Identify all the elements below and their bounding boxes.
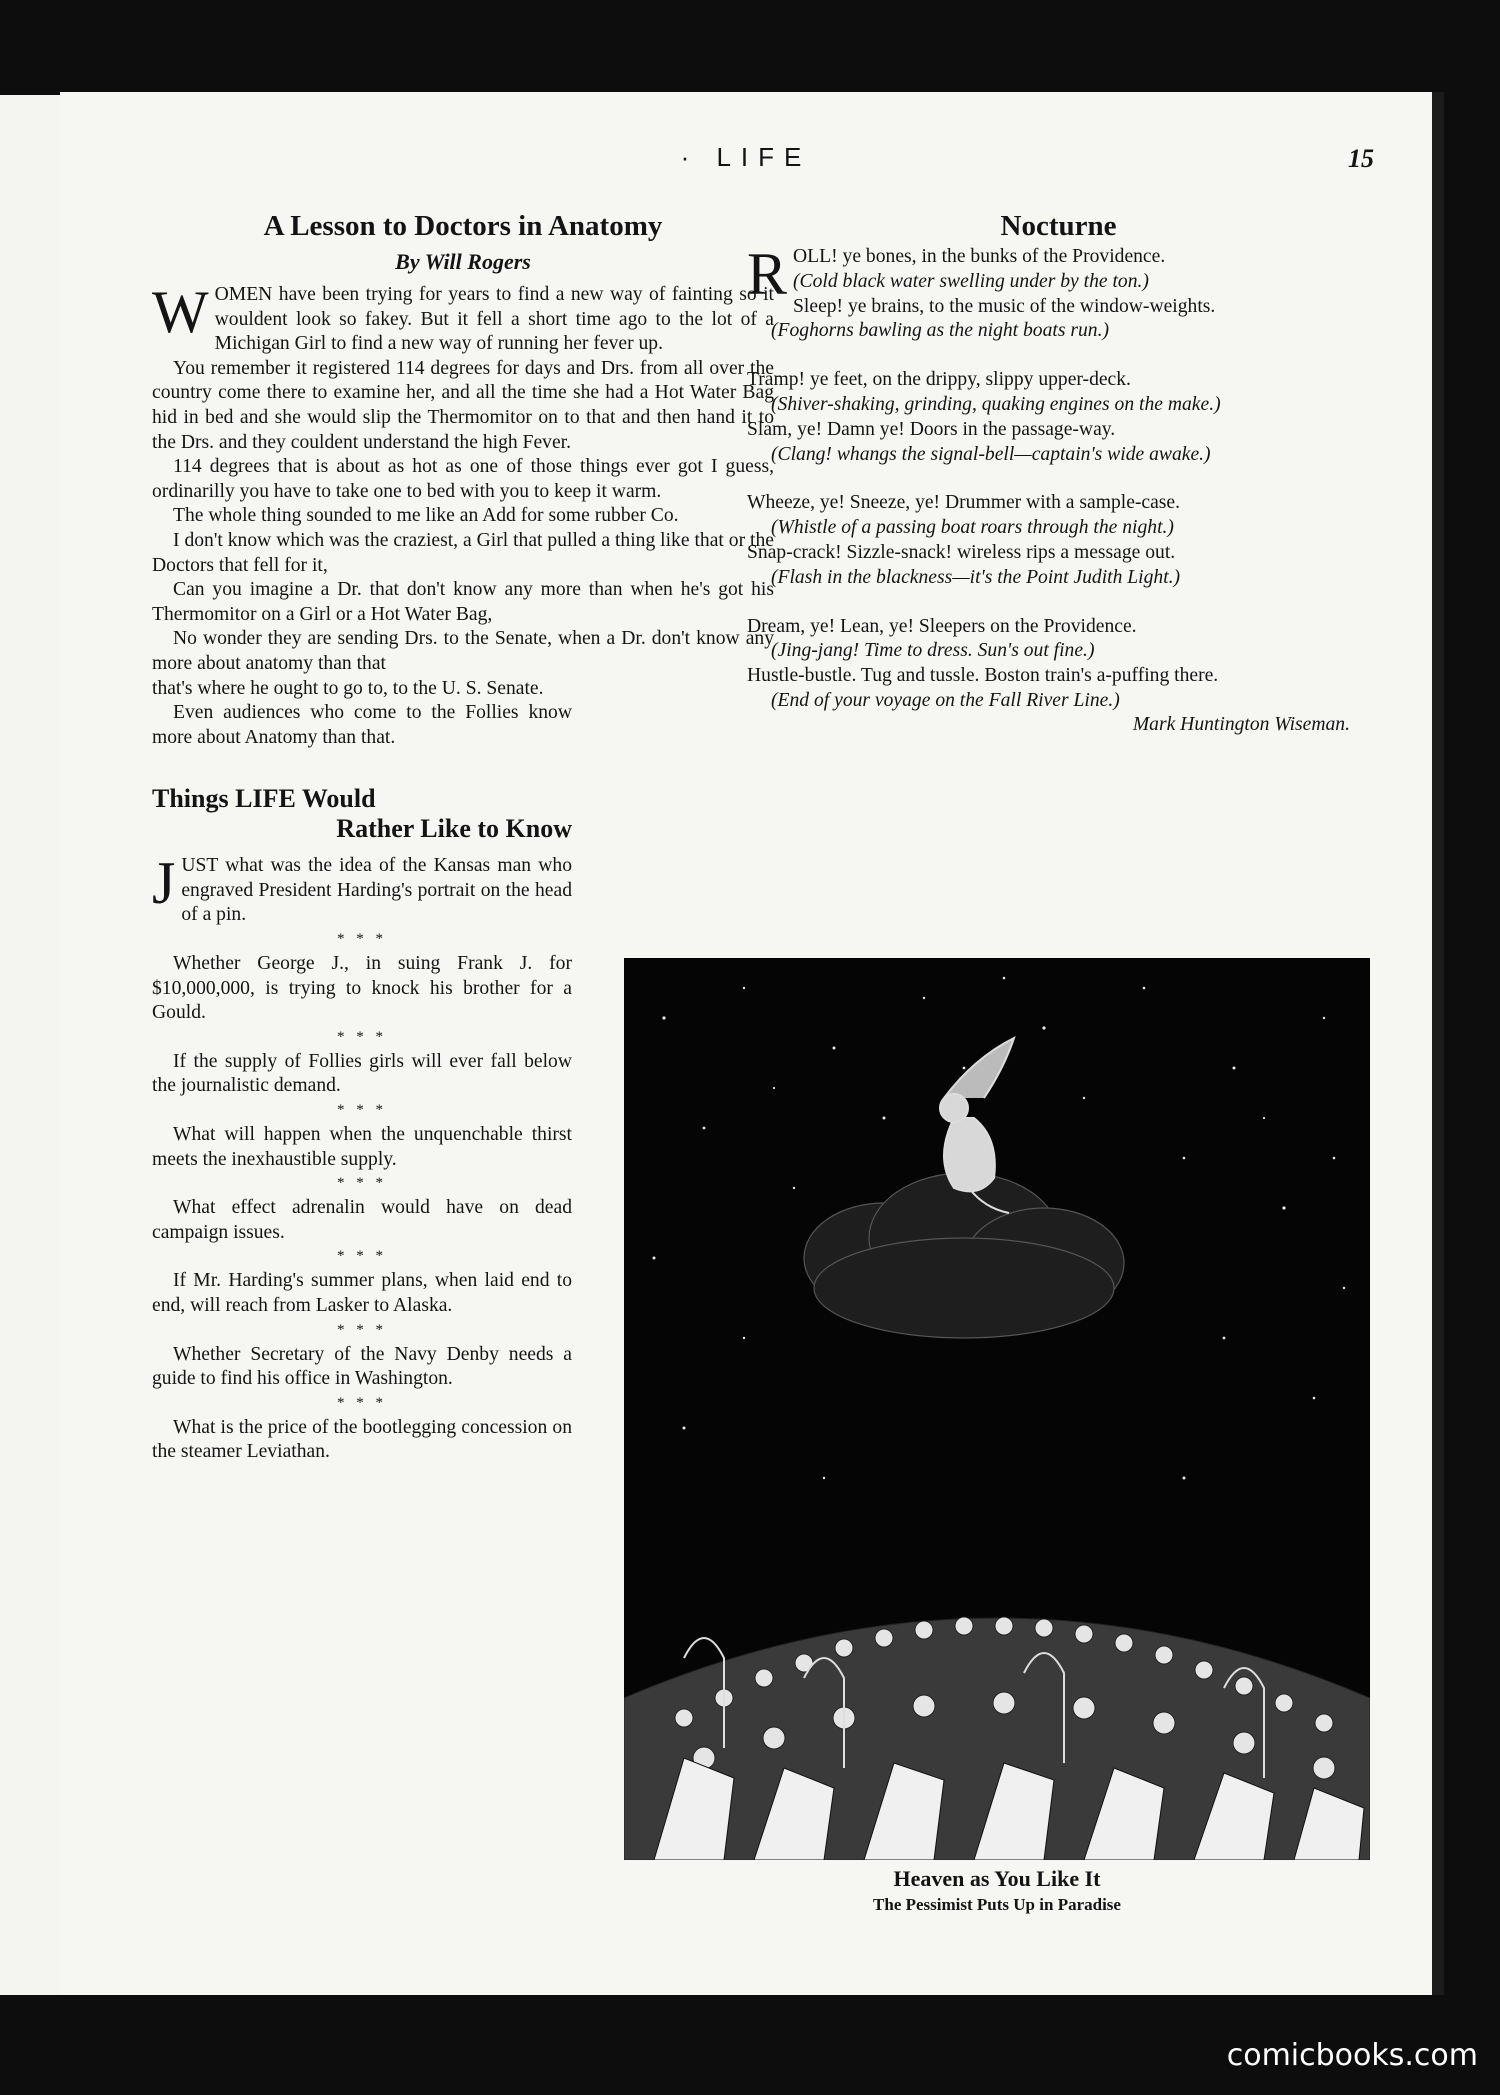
article-paragraph: Can you imagine a Dr. that don't know any more than when he's got his Thermomitor on a Girl or a Hot Water Bag, [152,579,774,625]
poem-line: (Clang! whangs the signal-bell—captain's wide awake.) [771,443,1211,465]
list-item: Whether Secretary of the Navy Denby needs a guide to find his office in Washington. [152,1343,572,1390]
site-watermark: comicbooks.com [1226,2038,1478,2073]
poem-line: Hustle-bustle. Tug and tussle. Boston train's a-puffing there. [747,665,1219,687]
list-item: Whether George J., in suing Frank J. for $10,000,000, is trying to knock his brother for a Gould. [152,953,572,1024]
poem-line: Tramp! ye feet, on the drippy, slippy upper-deck. [747,369,1131,391]
narrow-text-block [152,677,572,1465]
article-paragraph: Even audiences who come to the Follies know more about Anatomy than that. [152,702,572,748]
separator: * * * [337,931,387,948]
poem-line: Wheeze, ye! Sneeze, ye! Drummer with a sample-case. [747,492,1181,514]
illustration-caption-title: Heaven as You Like It [893,1866,1101,1891]
right-page-edge [1432,92,1444,1995]
poem-line: (Foghorns bawling as the night boats run.) [771,320,1110,342]
separator: * * * [337,1248,387,1265]
section-title: Things LIFE Would Rather Like to Know [152,784,572,844]
poem-line: Slam, ye! Damn ye! Doors in the passage-way. [747,418,1116,440]
article-paragraph: No wonder they are sending Drs. to the Senate, when a Dr. don't know any more about anatomy than that [152,628,774,674]
article-byline: By Will Rogers [395,249,531,274]
article-paragraph: The whole thing sounded to me like an Add for some rubber Co. [173,505,679,527]
illustration [624,958,1370,1860]
poem-line: (End of your voyage on the Fall River Line.) [771,689,1120,711]
article-paragraph: WOMEN have been trying for years to find a new way of fainting so it wouldent look so fakey. But it fell a short time ago to the lot of a Michigan Girl to find a new way of running her fever up. [152,279,774,355]
separator: * * * [337,1394,387,1411]
article-paragraph: I don't know which was the craziest, a Girl that pulled a thing like that or the Doctors that fell for it, [152,529,774,576]
drop-cap: J [152,850,176,917]
poem-signature: Mark Huntington Wiseman. [1132,713,1350,735]
poem-line: Sleep! ye brains, to the music of the window-weights. [793,295,1216,317]
magazine-page [60,92,1432,1995]
illustration-caption-subtitle: The Pessimist Puts Up in Paradise [873,1895,1121,1914]
heaven-illustration [624,958,1370,1860]
poem-line: (Jing-jang! Time to dress. Sun's out fine.) [771,640,1095,662]
separator: * * * [337,1102,387,1119]
article-paragraph: 114 degrees that is about as hot as one of those things ever got I guess, ordinarilly you have to take one to bed with you to keep it warm. [152,456,774,502]
list-item: What effect adrenalin would have on dead campaign issues. [152,1197,572,1243]
article-title: A Lesson to Doctors in Anatomy [263,210,663,242]
list-item: If the supply of Follies girls will ever fall below the journalistic demand. [152,1050,572,1097]
separator: * * * [337,1175,387,1192]
poem-line: (Flash in the blackness—it's the Point Judith Light.) [771,566,1181,588]
poem-line: (Shiver-shaking, grinding, quaking engines on the make.) [771,393,1221,415]
poem-line: Dream, ye! Lean, ye! Sleepers on the Providence. [747,615,1137,637]
list-item: What is the price of the bootlegging concession on the steamer Leviathan. [152,1416,572,1463]
list-item: JUST what was the idea of the Kansas man who engraved President Harding's portrait on the head of a pin. [152,850,572,926]
poem-line: (Whistle of a passing boat roars through the night.) [771,517,1174,539]
magazine-title: · LIFE [680,142,812,172]
list-item: If Mr. Harding's summer plans, when laid end to end, will reach from Lasker to Alaska. [152,1270,572,1316]
separator: * * * [337,1028,387,1045]
article-paragraph: You remember it registered 114 degrees for days and Drs. from all over the country come there to examine her, and all the time she had a Hot Water Bag hid in bed and she would slip the Thermomitor on to that and then hand it to the Drs. and they couldent understand the high Fever. [152,357,774,453]
page-number: 15 [1348,144,1374,173]
poem-title: Nocturne [1000,210,1117,242]
article-paragraph: that's where he ought to go to, to the U. S. Senate. [152,677,544,699]
list-item: What will happen when the unquenchable thirst meets the inexhaustible supply. [152,1124,572,1170]
poem-line: (Cold black water swelling under by the ton.) [793,270,1149,292]
poem-line: ROLL! ye bones, in the bunks of the Providence. [747,241,1166,307]
drop-cap: W [152,279,209,345]
poem-line: Snap-crack! Sizzle-snack! wireless rips a message out. [747,541,1176,563]
left-page-edge [0,95,64,1995]
poem-column [747,207,1370,736]
separator: * * * [337,1321,387,1338]
drop-cap: R [747,241,788,307]
